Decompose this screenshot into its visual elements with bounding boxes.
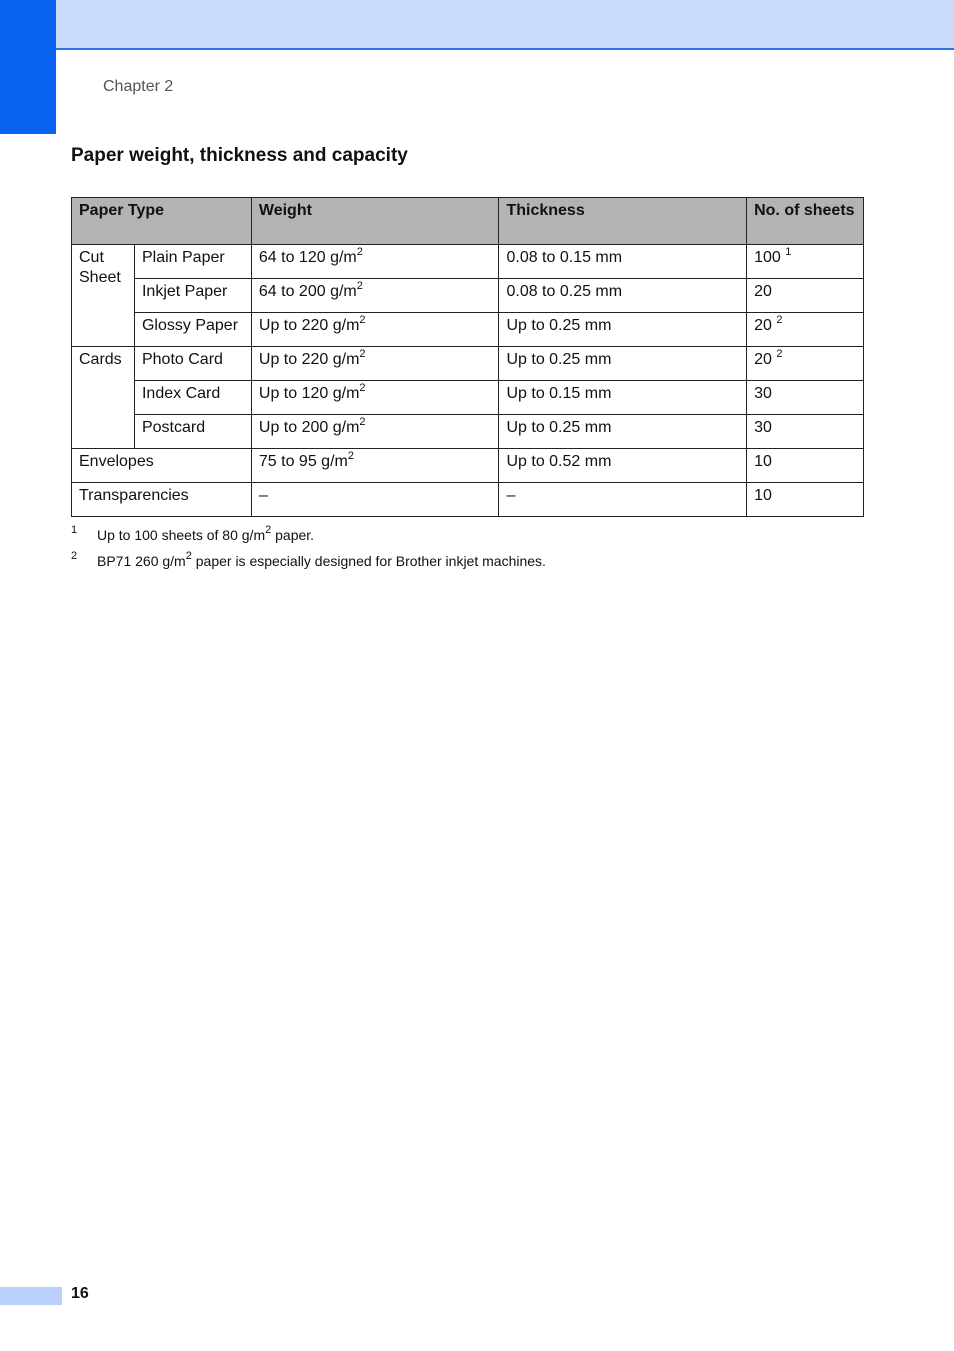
cell-thickness: Up to 0.15 mm — [499, 381, 747, 415]
group-cut-sheet: Cut Sheet — [72, 245, 135, 347]
footnote-number: 2 — [71, 550, 78, 562]
cell-type: Plain Paper — [134, 245, 251, 279]
table-row — [72, 313, 864, 347]
cell-weight: Up to 200 $g/m^2$ — [251, 415, 499, 449]
cell-weight: Up to 220 $g/m^2$ — [251, 347, 499, 381]
table-row — [72, 449, 864, 483]
table-row — [72, 347, 864, 381]
cell-thickness: Up to 0.25 mm — [499, 313, 747, 347]
table-row — [72, 381, 864, 415]
cell-thickness: – — [499, 483, 747, 517]
cell-thickness: 0.08 to 0.15 mm — [499, 245, 747, 279]
cell-type: Glossy Paper — [134, 313, 251, 347]
cell-type: Index Card — [134, 381, 251, 415]
cell-thickness: 0.08 to 0.25 mm — [499, 279, 747, 313]
cell-weight: 75 to 95 $g/m^2$ — [251, 449, 499, 483]
chapter-tab — [0, 0, 56, 134]
cell-weight: 64 to 200 $g/m^2$ — [251, 279, 499, 313]
footnote-text: BP71 260 $g/m^2$ paper is especially designed for Brother inkjet machines. — [97, 550, 546, 569]
cell-sheets: 20 $^2$ — [747, 313, 864, 347]
table-row — [72, 279, 864, 313]
table-row — [72, 245, 864, 279]
cell-sheets: 10 — [747, 449, 864, 483]
chapter-label: Chapter 2 — [103, 78, 174, 95]
paper-spec-table — [71, 197, 864, 517]
header-sheets: No. of sheets — [747, 198, 864, 245]
group-cards: Cards — [72, 347, 135, 449]
section-title: Paper weight, thickness and capacity — [71, 145, 408, 166]
cell-thickness: Up to 0.25 mm — [499, 415, 747, 449]
cell-weight: Up to 120 $g/m^2$ — [251, 381, 499, 415]
cell-thickness: Up to 0.25 mm — [499, 347, 747, 381]
table-row — [72, 415, 864, 449]
cell-weight: 64 to 120 $g/m^2$ — [251, 245, 499, 279]
cell-sheets: 20 $^2$ — [747, 347, 864, 381]
footnote-number: 1 — [71, 524, 78, 536]
page-number: 16 — [71, 1285, 89, 1302]
table-header-row — [72, 198, 864, 245]
cell-sheets: 30 — [747, 415, 864, 449]
cell-weight: – — [251, 483, 499, 517]
header-band — [56, 0, 954, 50]
header-paper-type: Paper Type — [72, 198, 252, 245]
cell-type: Inkjet Paper — [134, 279, 251, 313]
cell-sheets: 10 — [747, 483, 864, 517]
page-tab — [0, 1287, 62, 1305]
cell-sheets: 30 — [747, 381, 864, 415]
cell-sheets: 100 $^1$ — [747, 245, 864, 279]
header-weight: Weight — [251, 198, 499, 245]
table-row — [72, 483, 864, 517]
cell-sheets: 20 — [747, 279, 864, 313]
header-thickness: Thickness — [499, 198, 747, 245]
cell-type: Photo Card — [134, 347, 251, 381]
cell-type: Postcard — [134, 415, 251, 449]
cell-thickness: Up to 0.52 mm — [499, 449, 747, 483]
cell-type: Transparencies — [72, 483, 252, 517]
cell-weight: Up to 220 $g/m^2$ — [251, 313, 499, 347]
cell-type: Envelopes — [72, 449, 252, 483]
footnote-text: Up to 100 sheets of 80 $g/m^2$ paper. — [97, 524, 315, 543]
